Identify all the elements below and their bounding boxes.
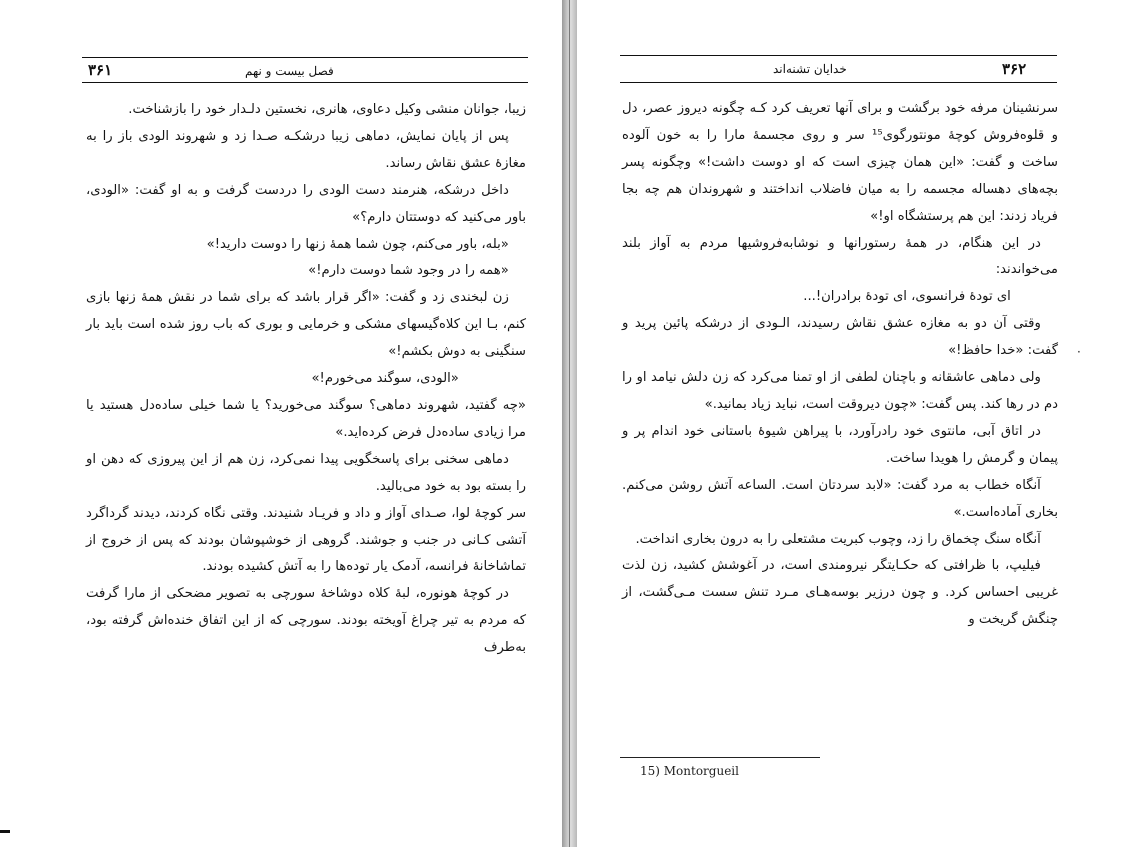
paragraph: فیلیپ، با ظرافتی که حکـایتگر نیرومندی است، در آغوشش کشید، زن لذت غریبی احساس کرد. و چون درزیر بوسه‌هـای مـرد تنش سست مـی‌گشت، از چنگش گریخت و: [622, 558, 1058, 628]
paragraph: دماهی سخنی برای پاسخگویی پیدا نمی‌کرد، زن هم از این پیروزی که دهن او را بسته بود به خود می‌بالید.: [86, 451, 526, 494]
paragraph: ای تودهٔ فرانسوی، ای تودهٔ برادران!...: [803, 289, 1011, 305]
paragraph: «همه را در وجود شما دوست دارم!»: [308, 263, 509, 279]
paragraph: زن لبخندی زد و گفت: «اگر قرار باشد که برای شما در نقش همهٔ زنها بازی کنم، بـا این کلاه‌گیسهای مشکی و خرمایی و بوری که باب روز شده است باید بار سنگینی به دوش بکشم!»: [86, 290, 526, 360]
paragraph: «بله، باور می‌کنم، چون شما همهٔ زنها را دوست دارید!»: [206, 236, 509, 252]
footnote: 15) Montorgueil: [640, 764, 739, 778]
right-header-top-rule: [620, 55, 1057, 56]
left-header-bottom-rule: [82, 82, 528, 83]
paragraph: سر کوچهٔ لوا، صـدای آواز و داد و فریـاد شنیدند. وقتی نگاه کردند، دیدند گرداگرد آتشی کـانی در جنب و جوشند. گروهی از خوشپوشان بودند که پس از خروج از تماشاخانهٔ فرانسه، آدمک یار توده‌ها را به آتش کشیده بودند.: [86, 505, 526, 575]
paragraph: در کوچهٔ هونوره، لبهٔ کلاه دوشاخهٔ سورچی به تصویر مضحکی از مارا گرفت که مردم به تیر چراغ آویخته بودند. سورچی که از این اتفاق خنده‌اش گرفته بود، به‌طرف: [86, 586, 526, 656]
paragraph: «چه گفتید، شهروند دماهی؟ سوگند می‌خورید؟ یا شما خیلی ساده‌دل هستید یا مرا زیادی ساده‌دل فرض کرده‌اید.»: [86, 397, 526, 440]
left-running-title: فصل بیست و نهم: [245, 64, 334, 78]
right-header-bottom-rule: [620, 82, 1057, 83]
paragraph: سرنشینان مرفه خود برگشت و برای آنها تعریف کرد کـه چگونه دیروز عصر، دل و قلوه‌فروش کوچهٔ مونتورگوی¹⁵ سر و روی مجسمهٔ مارا را به خون آلوده ساخت و گفت: «این همان چیزی است که او دوست داشت!» وچگونه پسر بچه‌های دهساله مجسمه را به میان فاضلاب انداختند و شهروندان هم چه بجا فریاد زدند: این هم پرستشگاه او!»: [622, 101, 1058, 224]
right-body-text: [622, 96, 1058, 634]
left-page: [0, 0, 562, 847]
paragraph: داخل درشکه، هنرمند دست الودی را دردست گرفت و به او گفت: «الودی، باور می‌کنید که دوستتان دارم؟»: [86, 182, 526, 225]
footnote-rule: [620, 757, 820, 758]
paragraph: آنگاه خطاب به مرد گفت: «لابد سردتان است. الساعه آتش روشن می‌کنم. بخاری آماده‌است.»: [622, 477, 1058, 520]
left-header-top-rule: [82, 57, 528, 58]
paragraph: زیبا، جوانان منشی وکیل دعاوی، هانری، نخستین دلـدار خود را بازشناخت.: [128, 102, 526, 117]
paragraph: «الودی، سوگند می‌خورم!»: [311, 371, 459, 387]
paragraph: آنگاه سنگ چخماق را زد، وچوب کبریت مشتعلی را به درون بخاری انداخت.: [635, 531, 1041, 547]
paragraph: وقتی آن دو به مغازه عشق نقاش رسیدند، الـودی از درشکه پائین پرید و گفت: «خدا حافظ!»: [622, 316, 1058, 359]
corner-mark: [0, 830, 10, 833]
left-body-text: [86, 97, 526, 662]
left-page-number: ۳۶۱: [88, 61, 113, 79]
paragraph: در اتاق آبی، مانتوی خود رادرآورد، با پیراهن شیوهٔ باستانی خود اندام پر و پیمان و گرمش را هویدا ساخت.: [622, 423, 1058, 466]
gutter-line: [569, 0, 570, 847]
right-page: [577, 0, 1140, 847]
right-page-number: ۳۶۲: [1002, 60, 1027, 78]
margin-mark: ·: [1077, 345, 1081, 359]
right-running-title: خدایان تشنه‌اند: [773, 62, 847, 76]
paragraph: پس از پایان نمایش، دماهی زیبا درشکـه صـدا زد و شهروند الودی باز را به مغازهٔ عشق نقاش رساند.: [86, 128, 526, 171]
paragraph: در این هنگام، در همهٔ رستورانها و نوشابه‌فروشیها مردم به آواز بلند می‌خواندند:: [622, 235, 1058, 278]
paragraph: ولی دماهی عاشقانه و باچنان لطفی از او تمنا می‌کرد که زن دلش نیامد او را دم در رها کند. پس گفت: «چون دیروقت است، نباید زیاد بمانید.»: [622, 370, 1058, 412]
